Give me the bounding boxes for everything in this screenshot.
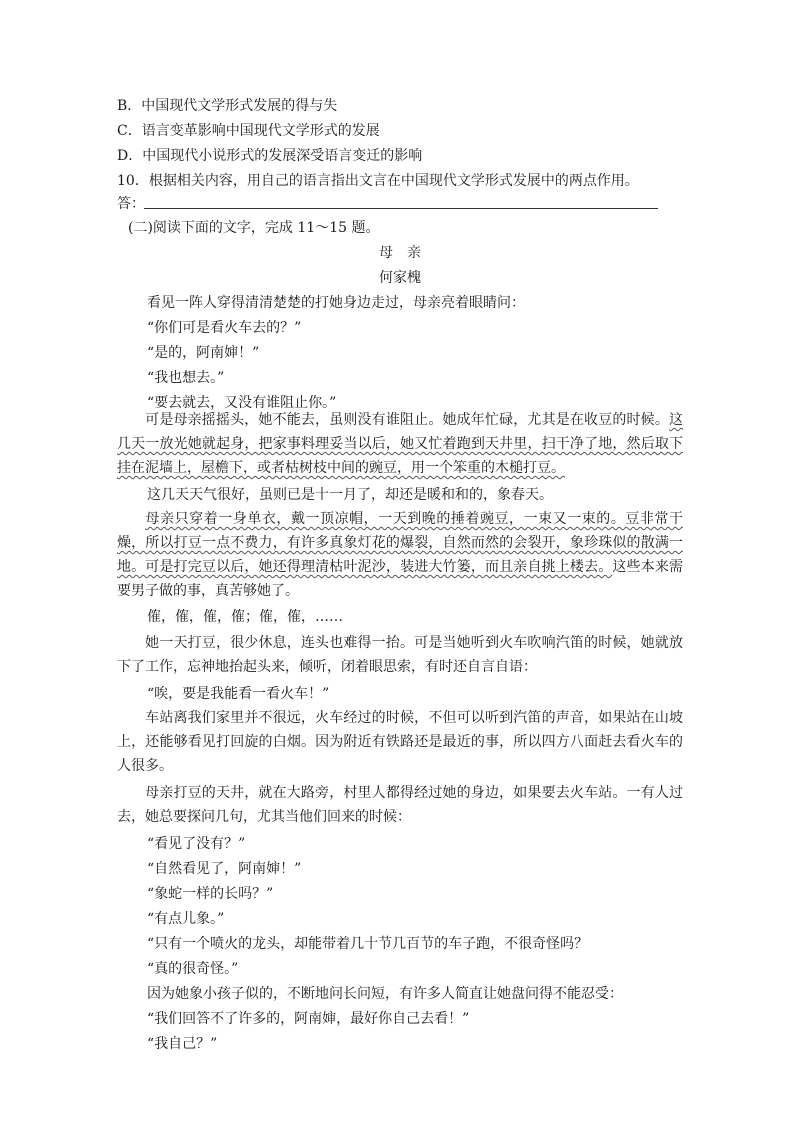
question-10: 10．根据相关内容，用自己的语言指出文言在中国现代文学形式发展中的两点作用。 xyxy=(117,173,639,189)
paragraph-10-text: 她一天打豆，很少休息，连头也难得一抬。可是当她听到火车吹响汽笛的时候，她就放下了工作，忘神地抬起头来，倾听，闭着眼思索，有时还自言自语： xyxy=(117,635,683,675)
paragraph-8-wavy: 母亲只穿着一身单衣，戴一顶凉帽，一天到晚的捶着豌豆，一束又一束的。豆非常干燥，所以打豆一点不费力，有许多真象灯花的爆裂，自然而然的会裂开，象珍珠似的散满一地。可是打完豆以后，她还得理清枯叶泥沙，装进大竹篓，而且亲自挑上楼去。 xyxy=(117,511,683,575)
paragraph-1: 看见一阵人穿得清清楚楚的打她身边走过，母亲亮着眼睛问： xyxy=(147,295,525,311)
dialogue-2: “是的，阿南婶！” xyxy=(147,345,260,361)
paragraph-13-text: 母亲打豆的天井，就在大路旁，村里人都得经过她的身边，如果要去火车站。一有人过去，她总要探问几句，尤其当他们回来的时候： xyxy=(117,785,683,825)
dialogue-10: “只有一个喷火的龙头，却能带着几十节几百节的车子跑，不很奇怪吗？ xyxy=(147,936,589,952)
paragraph-12 xyxy=(117,706,683,778)
paragraph-6-text: 可是母亲摇摇头，她不能去，虽则没有谁阻止。她成年忙碌，尤其是在收豆的时候。 xyxy=(145,412,669,428)
story-title: 母 亲 xyxy=(379,245,421,261)
answer-line[interactable] xyxy=(144,208,658,209)
paragraph-20: 因为她象小孩子似的，不断地问长问短，有许多人简直让她盘问得不能忍受： xyxy=(147,986,623,1002)
dialogue-3: “我也想去。” xyxy=(147,370,225,386)
option-b: B．中国现代文学形式发展的得与失 xyxy=(117,98,338,114)
dialogue-13: “我自己？” xyxy=(147,1036,218,1052)
dialogue-7: “自然看见了，阿南婶！” xyxy=(147,861,302,877)
dialogue-8: “象蛇一样的长吗？” xyxy=(147,886,274,902)
paragraph-10 xyxy=(117,631,683,679)
paragraph-13 xyxy=(117,781,683,829)
answer-label: 答： xyxy=(117,196,145,212)
paragraph-7: 这几天天气很好，虽则已是十一月了，却还是暖和和的，象春天。 xyxy=(147,487,553,503)
option-d: D．中国现代小说形式的发展深受语言变迁的影响 xyxy=(117,148,423,164)
dialogue-5: “唉，要是我能看一看火车！” xyxy=(147,686,330,702)
section-intro: (二)阅读下面的文字，完成 11～15 题。 xyxy=(128,220,380,236)
paragraph-12-text: 车站离我们家里并不很远，火车经过的时候，不但可以听到汽笛的声音，如果站在山坡上，还能够看见打回旋的白烟。因为附近有铁路还是最近的事，所以四方八面赶去看火车的人很多。 xyxy=(117,710,683,774)
dialogue-12: “我们回答不了许多的，阿南婶，最好你自己去看！” xyxy=(147,1011,470,1027)
paragraph-8 xyxy=(117,507,683,603)
dialogue-11: “真的很奇怪。” xyxy=(147,961,239,977)
story-author: 何家槐 xyxy=(379,270,421,286)
option-c: C．语言变革影响中国现代文学形式的发展 xyxy=(117,123,380,139)
dialogue-9: “有点儿象。” xyxy=(147,911,225,927)
onomatopoeia-line: 傕，傕，傕，傕；傕，傕，…… xyxy=(147,609,343,625)
paragraph-8-text: 这些本来需要男子做的事，真苦够她了。 xyxy=(117,559,684,599)
dialogue-6: “看见了没有？” xyxy=(147,836,246,852)
paragraph-6 xyxy=(117,408,683,480)
dialogue-1: “你们可是看火车去的？” xyxy=(147,320,302,336)
paragraph-6-wavy: 这几天一放光她就起身，把家事料理妥当以后，她又忙着跑到天井里，扫干净了地，然后取下挂在泥墙上，屋檐下，或者枯树枝中间的豌豆，用一个笨重的木槌打豆。 xyxy=(117,412,683,476)
dialogue-4: “要去就去，又没有谁阻止你。” xyxy=(147,395,337,411)
